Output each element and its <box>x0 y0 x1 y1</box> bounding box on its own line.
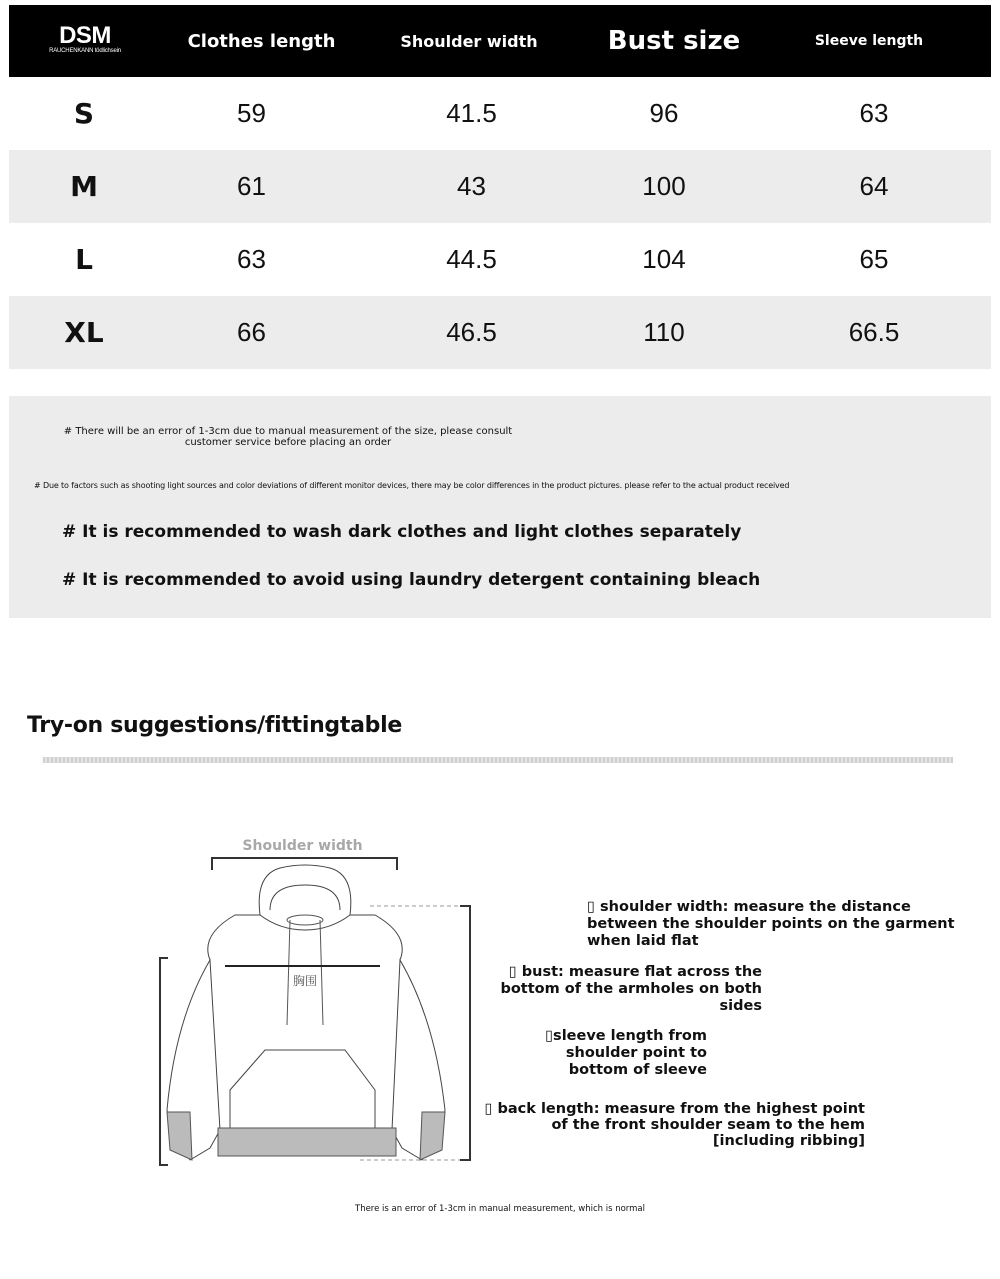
bust-size-value: 100 <box>642 171 686 201</box>
bust-label: 胸围 <box>292 974 318 988</box>
shoulder-width-label: Shoulder width <box>242 838 363 854</box>
note-avoid-bleach: # It is recommended to avoid using laundry detergent containing bleach <box>62 570 761 590</box>
note-wash-separately: # It is recommended to wash dark clothes and light clothes separately <box>62 522 742 542</box>
desc-shoulder-width: ▯ shoulder width: measure the distance between the shoulder points on the garment when laid flat <box>587 899 955 949</box>
logo-tagline: RAUCHENKANN tödlichsein <box>49 48 121 54</box>
size-label: L <box>75 243 93 276</box>
sleeve-length-value: 65 <box>859 244 889 274</box>
brand-logo <box>35 22 135 55</box>
column-header-bust-size: Bust size <box>607 26 741 56</box>
table-row-l <box>9 223 991 296</box>
size-label: XL <box>64 316 104 349</box>
clothes-length-value: 63 <box>237 244 266 274</box>
shoulder-width-value: 41.5 <box>446 98 497 128</box>
care-notes-panel <box>9 396 991 618</box>
fitting-section-title: Try-on suggestions/fittingtable <box>27 713 402 738</box>
size-label: S <box>73 97 95 130</box>
sleeve-length-value: 63 <box>859 98 889 128</box>
logo-wordmark: DSM <box>59 22 111 49</box>
hoodie-measurement-diagram <box>130 830 490 1180</box>
desc-bust: ▯ bust: measure flat across the bottom of the armholes on both sides <box>500 964 762 1014</box>
bust-size-value: 96 <box>649 98 679 128</box>
size-chart-header <box>9 5 991 77</box>
sleeve-length-value: 64 <box>859 171 889 201</box>
sleeve-length-value: 66.5 <box>848 317 900 347</box>
shoulder-width-value: 46.5 <box>446 317 497 347</box>
column-header-sleeve-length: Sleeve length <box>814 33 924 49</box>
note-color-difference: # Due to factors such as shooting light sources and color deviations of different monitor devices, there may be color differences in the product pictures. please refer to the actual product received <box>34 481 790 490</box>
section-divider <box>43 757 953 763</box>
hoodie-icon <box>130 830 490 1180</box>
clothes-length-value: 59 <box>237 98 266 128</box>
column-header-shoulder-width: Shoulder width <box>400 31 538 51</box>
table-row-xl <box>9 296 991 369</box>
bust-size-value: 110 <box>643 317 685 347</box>
clothes-length-value: 61 <box>237 171 266 201</box>
note-measurement-error: # There will be an error of 1-3cm due to manual measurement of the size, please consult customer service before placing an order <box>63 426 513 448</box>
table-row-m <box>9 150 991 223</box>
size-label: M <box>70 170 98 203</box>
bust-size-value: 104 <box>642 244 686 274</box>
table-row-s <box>9 77 991 150</box>
measurement-footnote: There is an error of 1-3cm in manual measurement, which is normal <box>355 1204 645 1214</box>
clothes-length-value: 66 <box>237 317 266 347</box>
shoulder-width-value: 44.5 <box>446 244 497 274</box>
column-header-clothes-length: Clothes length <box>187 30 336 52</box>
desc-sleeve-length: ▯sleeve length from shoulder point to bottom of sleeve <box>545 1028 707 1078</box>
shoulder-width-value: 43 <box>457 171 486 201</box>
desc-back-length: ▯ back length: measure from the highest point of the front shoulder seam to the hem [including ribbing] <box>484 1101 865 1149</box>
